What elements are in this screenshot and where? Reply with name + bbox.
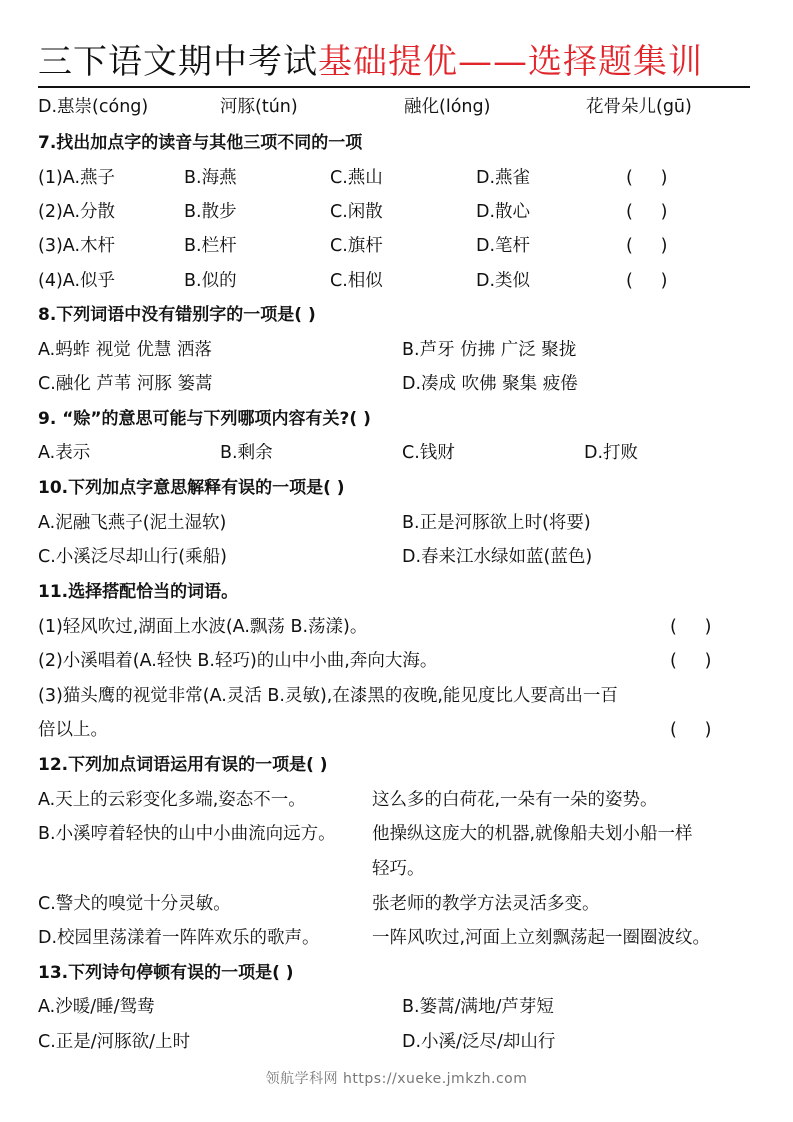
q7-option-b: B.散步	[184, 202, 237, 222]
q6-option: 融化(lóng)	[404, 97, 491, 117]
q6-option: 花骨朵儿(gū)	[586, 97, 692, 117]
q7-option-c: C.相似	[330, 271, 383, 291]
q13-option-d: D.小溪/泛尽/却山行	[402, 1032, 556, 1052]
q8-option-d: D.凑成 吹佛 聚集 疲倦	[402, 374, 578, 394]
answer-blank[interactable]: ( )	[670, 617, 712, 637]
q9-option-b: B.剩余	[220, 443, 273, 463]
q6-option: 河豚(tún)	[220, 97, 298, 117]
q7-heading: 7.找出加点字的读音与其他三项不同的一项	[38, 133, 363, 153]
q7-option-b: B.栏杆	[184, 236, 237, 256]
q12-option-right: 一阵风吹过,河面上立刻飘荡起一圈圈波纹。	[372, 928, 711, 948]
q12-option-right: 轻巧。	[372, 859, 425, 879]
q10-option-c: C.小溪泛尽却山行(乘船)	[38, 547, 227, 567]
page-title	[38, 40, 703, 84]
q11-item-text: (2)小溪唱着(A.轻快 B.轻巧)的山中小曲,奔向大海。	[38, 651, 438, 671]
q9-heading: 9. “赊”的意思可能与下列哪项内容有关?( )	[38, 409, 371, 429]
q11-item-text: 倍以上。	[38, 720, 108, 740]
title-black-part: 三下语文期中考试	[38, 42, 318, 82]
q10-heading: 10.下列加点字意思解释有误的一项是( )	[38, 478, 345, 498]
q7-option-d: D.燕雀	[476, 168, 531, 188]
q8-heading: 8.下列词语中没有错别字的一项是( )	[38, 305, 316, 325]
q9-option-c: C.钱财	[402, 443, 455, 463]
q8-option-a: A.蚂蚱 视觉 优慧 洒落	[38, 340, 212, 360]
q7-option-a: (4)A.似乎	[38, 271, 116, 291]
q12-option-right: 他操纵这庞大的机器,就像船夫划小船一样	[372, 824, 693, 844]
q13-heading: 13.下列诗句停顿有误的一项是( )	[38, 963, 294, 983]
q7-option-b: B.似的	[184, 271, 237, 291]
q12-option-right: 张老师的教学方法灵活多变。	[372, 894, 600, 914]
q7-option-a: (2)A.分散	[38, 202, 116, 222]
q12-option-left: B.小溪哼着轻快的山中小曲流向远方。	[38, 824, 336, 844]
q7-option-c: C.燕山	[330, 168, 383, 188]
q12-option-right: 这么多的白荷花,一朵有一朵的姿势。	[372, 790, 658, 810]
q9-option-d: D.打败	[584, 443, 639, 463]
q7-option-b: B.海燕	[184, 168, 237, 188]
q11-item-text: (1)轻风吹过,湖面上水波(A.飘荡 B.荡漾)。	[38, 617, 368, 637]
q7-option-c: C.闲散	[330, 202, 383, 222]
footer-watermark: 领航学科网 https://xueke.jmkzh.com	[265, 1071, 528, 1087]
answer-blank[interactable]: ( )	[626, 202, 668, 222]
q7-option-c: C.旗杆	[330, 236, 383, 256]
title-red-part: 基础提优——选择题集训	[318, 42, 703, 82]
q11-heading: 11.选择搭配恰当的词语。	[38, 582, 239, 602]
q12-option-left: A.天上的云彩变化多端,姿态不一。	[38, 790, 306, 810]
q7-option-d: D.类似	[476, 271, 531, 291]
q7-option-a: (1)A.燕子	[38, 168, 116, 188]
q13-option-a: A.沙暖/睡/鸳鸯	[38, 997, 155, 1017]
q10-option-a: A.泥融飞燕子(泥土湿软)	[38, 513, 227, 533]
q11-item-text: (3)猫头鹰的视觉非常(A.灵活 B.灵敏),在漆黑的夜晚,能见度比人要高出一百	[38, 686, 618, 706]
answer-blank[interactable]: ( )	[626, 168, 668, 188]
q12-option-left: D.校园里荡漾着一阵阵欢乐的歌声。	[38, 928, 320, 948]
answer-blank[interactable]: ( )	[626, 271, 668, 291]
q9-option-a: A.表示	[38, 443, 91, 463]
q13-option-c: C.正是/河豚欲/上时	[38, 1032, 191, 1052]
q8-option-b: B.芦牙 仿拂 广泛 聚拢	[402, 340, 577, 360]
answer-blank[interactable]: ( )	[626, 236, 668, 256]
q10-option-b: B.正是河豚欲上时(将要)	[402, 513, 591, 533]
q13-option-b: B.篓蒿/满地/芦芽短	[402, 997, 554, 1017]
q7-option-d: D.笔杆	[476, 236, 531, 256]
answer-blank[interactable]: ( )	[670, 651, 712, 671]
answer-blank[interactable]: ( )	[670, 720, 712, 740]
q12-option-left: C.警犬的嗅觉十分灵敏。	[38, 894, 231, 914]
title-underline	[38, 86, 750, 88]
q10-option-d: D.春来江水绿如蓝(蓝色)	[402, 547, 593, 567]
q8-option-c: C.融化 芦苇 河豚 篓蒿	[38, 374, 213, 394]
q6-option: D.惠崇(cóng)	[38, 97, 149, 117]
q7-option-a: (3)A.木杆	[38, 236, 116, 256]
q7-option-d: D.散心	[476, 202, 531, 222]
q12-heading: 12.下列加点词语运用有误的一项是( )	[38, 755, 328, 775]
